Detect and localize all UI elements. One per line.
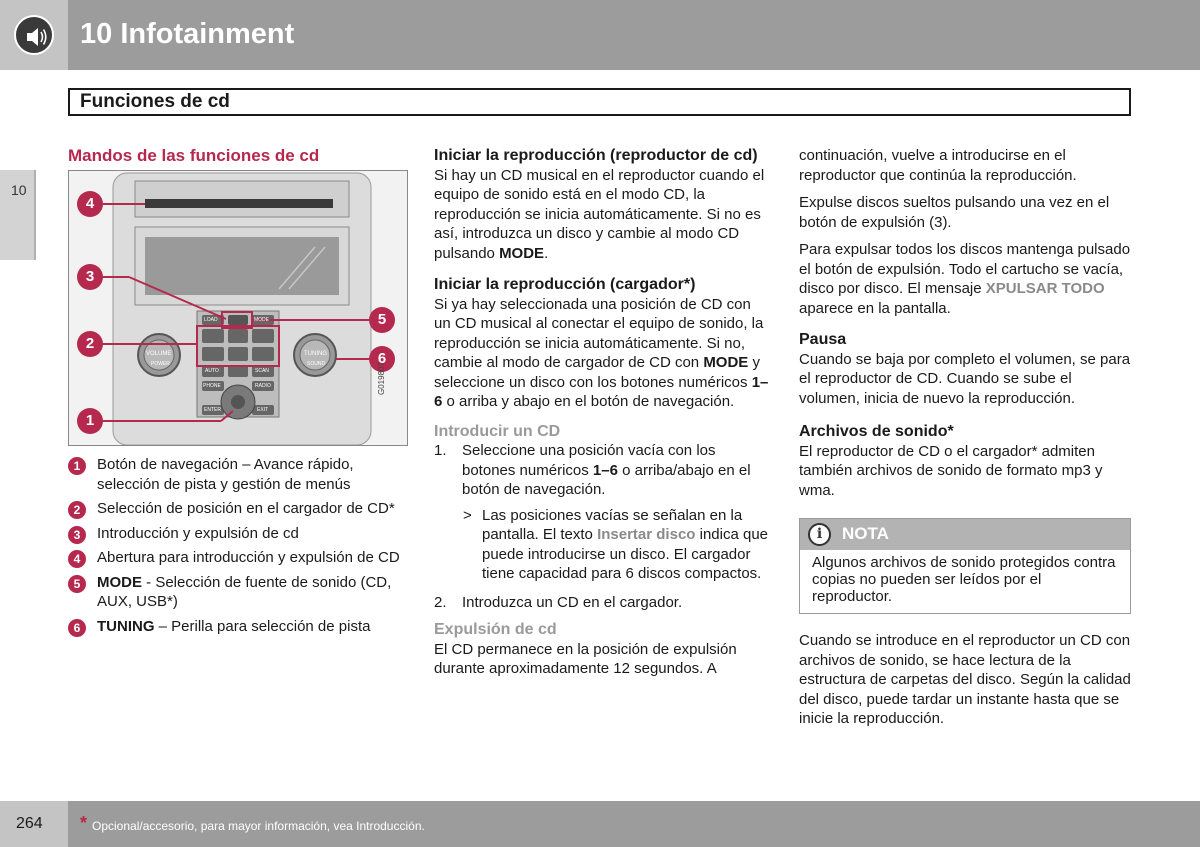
footnote-star: *: [80, 813, 88, 833]
controls-heading: Mandos de las funciones de cd: [68, 146, 320, 165]
paragraph: Cuando se baja por completo el volumen, se para el reproductor de CD. Cuando se sube el volumen, inicia de nuevo la reproducción.: [799, 350, 1131, 407]
legend-item: [68, 499, 408, 519]
text-run: Para expulsar todos los discos mantenga pulsado el botón de expulsión. Todo el cartucho se vacía, disco por disco. El mensaje: [799, 241, 1131, 297]
text-run: y seleccione un disco con los botones numéricos: [434, 354, 760, 391]
section-title: Funciones de cd: [80, 91, 230, 112]
number-term: 1–6: [434, 373, 769, 410]
right-column-tail: [799, 631, 1134, 729]
page-number: 264: [16, 815, 43, 832]
legend-text: – Perilla para selección de pista: [154, 617, 371, 635]
legend-text: Selección de posición en el cargador de CD*: [97, 500, 395, 517]
note-label: NOTA: [842, 524, 889, 543]
callout-6: 6: [369, 346, 395, 372]
legend-item: [68, 548, 408, 568]
legend-text: Botón de navegación – Avance rápido, selección de pista y gestión de menús: [97, 456, 354, 493]
exit-label: EXIT: [257, 407, 269, 413]
sub-list-item: [434, 506, 769, 584]
text-run: Si hay un CD musical en el reproductor cuando el equipo de sonido está en el modo CD, la reproducción se inicia automáticamente. Si no es así, introduzca un disco y cambie al modo CD pulsando: [434, 166, 765, 262]
legend-item: [68, 617, 408, 637]
volume-label: VOLUME: [146, 351, 172, 357]
legend-number: 3: [68, 526, 86, 544]
paragraph: continuación, vuelve a introducirse en el reproductor que continúa la reproducción.: [799, 147, 1077, 184]
text-run: o arriba/abajo en el botón de navegación.: [462, 461, 751, 498]
note-text: Algunos archivos de sonido protegidos contra copias no pueden ser leídos por el reproductor.: [812, 554, 1116, 605]
paragraph: [434, 166, 769, 264]
legend-number: 1: [68, 457, 86, 475]
legend-text: Introducción y expulsión de cd: [97, 524, 299, 542]
speaker-icon: [14, 15, 54, 55]
chapter-tab-number: 10: [11, 182, 27, 198]
sound-label: SOUND: [307, 361, 326, 367]
callout-2: 2: [77, 331, 103, 357]
list-number: 1.: [434, 442, 447, 459]
info-icon: i: [808, 523, 831, 546]
mode-term: MODE: [703, 354, 749, 371]
mode-term: MODE: [499, 244, 545, 262]
legend-number: 4: [68, 550, 86, 568]
callout-1: 1: [77, 408, 103, 434]
power-label: POWER: [151, 361, 170, 367]
legend-item: [68, 524, 408, 544]
sub-marker: >: [463, 506, 472, 524]
legend-text: - Selección de fuente de sonido (CD, AUX, USB*): [97, 573, 392, 610]
middle-column: [434, 146, 769, 679]
note-header: [800, 519, 1130, 550]
heading-sound-files: Archivos de sonido*: [799, 423, 954, 440]
legend-number: 6: [68, 619, 86, 637]
paragraph: Cuando se introduce en el reproductor un CD con archivos de sonido, se hace lectura de la estructura de carpetas del disco. Según la calidad del disco, puede tardar un instante hasta que se inicie la reproducción.: [799, 632, 1131, 727]
footnote: Opcional/accesorio, para mayor información, vea Introducción.: [92, 819, 425, 833]
paragraph: Expulse discos sueltos pulsando una vez en el botón de expulsión (3).: [799, 194, 1110, 231]
heading-eject-cd: Expulsión de cd: [434, 621, 557, 638]
legend-number: 2: [68, 501, 86, 519]
text-run: o arriba y abajo en el botón de navegación.: [442, 393, 735, 410]
text-run: Las posiciones vacías se señalan en la pantalla. El texto: [482, 506, 743, 543]
heading-insert-cd: Introducir un CD: [434, 422, 561, 440]
list-number: 2.: [434, 593, 447, 611]
text-run: .: [544, 244, 549, 262]
control-panel-figure: [68, 170, 408, 446]
radio-label: RADIO: [255, 383, 271, 389]
legend-text: Abertura para introducción y expulsión de CD: [97, 549, 400, 566]
legend-item: [68, 573, 408, 612]
display-message: Insertar disco: [597, 526, 696, 543]
heading-start-changer: Iniciar la reproducción (cargador*): [434, 276, 696, 293]
display-message: XPULSAR TODO: [985, 280, 1105, 297]
list-item: [434, 441, 769, 500]
paragraph: [434, 295, 769, 412]
legend-number: 5: [68, 575, 86, 593]
figure-code: G019807: [377, 362, 386, 395]
legend-term: MODE: [97, 573, 142, 591]
load-label: LOAD: [204, 317, 218, 323]
legend-item: [68, 455, 408, 494]
text-run: Introduzca un CD en el cargador.: [462, 593, 683, 611]
heading-start-player: Iniciar la reproducción (reproductor de cd): [434, 147, 758, 164]
list-item: [434, 593, 769, 613]
scan-label: SCAN: [255, 368, 269, 374]
paragraph: El CD permanece en la posición de expulsión durante aproximadamente 12 segundos. A: [434, 640, 737, 677]
chapter-title: 10 Infotainment: [80, 18, 295, 50]
text-run: Si ya hay seleccionada una posición de CD con un CD musical al conectar el equipo de sonido, la reproducción se inicia automáticamente. Si no, cambie al modo de cargador de CD con: [434, 295, 764, 371]
callout-3: 3: [77, 264, 103, 290]
text-run: Seleccione una posición vacía con los botones numéricos: [462, 442, 716, 479]
callout-4: 4: [77, 191, 103, 217]
mode-label: MODE: [254, 317, 269, 323]
auto-label: AUTO: [205, 368, 219, 374]
figure-legend: [68, 455, 408, 641]
control-panel-illustration: [69, 171, 408, 446]
paragraph: El reproductor de CD o el cargador* admiten también archivos de sonido de formato mp3 y wma.: [799, 442, 1103, 499]
text-run: indica que puede introducirse un disco. El cargador tiene capacidad para 6 discos compactos.: [482, 526, 769, 582]
tuning-label: TUNING: [304, 351, 327, 357]
note-box: [799, 518, 1131, 614]
enter-label: ENTER: [204, 407, 221, 413]
callout-5: 5: [369, 307, 395, 333]
number-term: 1–6: [592, 461, 618, 479]
heading-pause: Pausa: [799, 331, 847, 348]
paragraph: [799, 240, 1134, 318]
phone-label: PHONE: [203, 383, 221, 389]
right-column: [799, 146, 1134, 500]
legend-term: TUNING: [97, 617, 155, 635]
text-run: aparece en la pantalla.: [799, 299, 951, 317]
